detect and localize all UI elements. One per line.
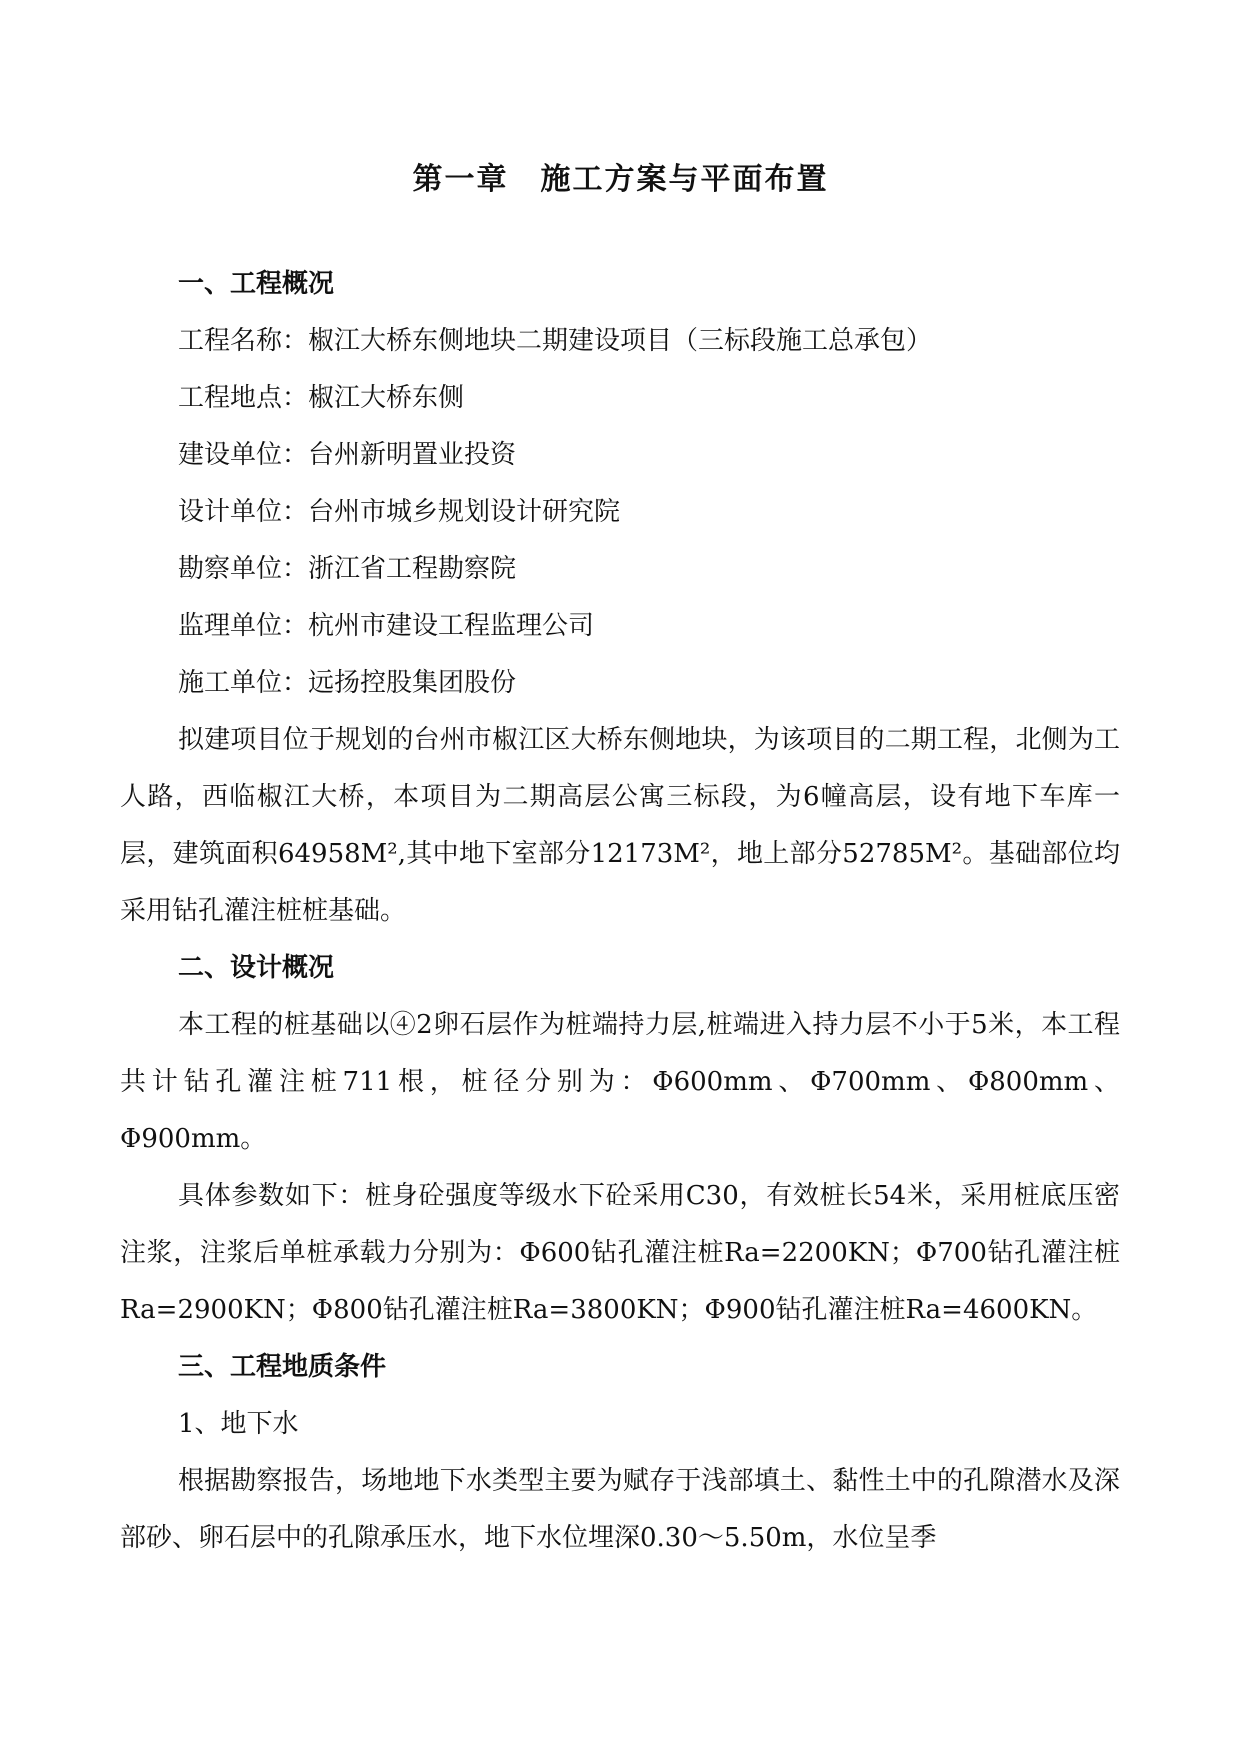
field-label: 勘察单位：	[178, 554, 309, 584]
field-value: 远扬控股集团股份	[308, 668, 517, 698]
field-label: 监理单位：	[178, 611, 309, 641]
field-value: 台州新明置业投资	[308, 440, 517, 470]
field-value: 椒江大桥东侧	[308, 383, 465, 413]
field-value: 浙江省工程勘察院	[308, 554, 517, 584]
field-value: 杭州市建设工程监理公司	[308, 611, 595, 641]
field-designer	[120, 484, 1120, 541]
field-contractor	[120, 655, 1120, 712]
field-project-name	[120, 313, 1120, 370]
pile-parameters-paragraph: 具体参数如下：桩身砼强度等级水下砼采用C30，有效桩长54米，采用桩底压密注浆，注浆后单桩承载力分别为：Φ600钻孔灌注桩Ra=2200KN；Φ700钻孔灌注桩Ra=2900KN；Φ800钻孔灌注桩Ra=3800KN；Φ900钻孔灌注桩Ra=4600KN。	[120, 1181, 1120, 1325]
section-heading-geology: 三、工程地质条件	[178, 1352, 387, 1382]
section-heading-design-overview: 二、设计概况	[178, 953, 335, 983]
project-description-paragraph: 拟建项目位于规划的台州市椒江区大桥东侧地块，为该项目的二期工程，北侧为工人路，西临椒江大桥，本项目为二期高层公寓三标段，为6幢高层，设有地下车库一层，建筑面积64958M²,其中地下室部分12173M²，地上部分52785M²。基础部位均采用钻孔灌注桩桩基础。	[120, 725, 1120, 926]
field-label: 建设单位：	[178, 440, 309, 470]
field-surveyor	[120, 541, 1120, 598]
document-body	[120, 256, 1120, 1567]
field-value: 台州市城乡规划设计研究院	[308, 497, 621, 527]
field-supervisor	[120, 598, 1120, 655]
field-label: 工程名称：	[178, 326, 309, 356]
field-project-location	[120, 370, 1120, 427]
field-label: 施工单位：	[178, 668, 309, 698]
field-label: 工程地点：	[178, 383, 309, 413]
chapter-title: 第一章 施工方案与平面布置	[412, 162, 829, 197]
subsection-heading-groundwater: 1、地下水	[178, 1409, 299, 1439]
field-label: 设计单位：	[178, 497, 309, 527]
groundwater-paragraph: 根据勘察报告，场地地下水类型主要为赋存于浅部填土、黏性土中的孔隙潜水及深部砂、卵石层中的孔隙承压水，地下水位埋深0.30～5.50m，水位呈季	[120, 1466, 1120, 1553]
section-heading-project-overview: 一、工程概况	[178, 269, 335, 299]
field-owner	[120, 427, 1120, 484]
pile-foundation-paragraph: 本工程的桩基础以④2卵石层作为桩端持力层,桩端进入持力层不小于5米，本工程共计钻孔灌注桩711根，桩径分别为：Φ600mm、Φ700mm、Φ800mm、Φ900mm。	[120, 1010, 1120, 1154]
field-value: 椒江大桥东侧地块二期建设项目（三标段施工总承包）	[308, 326, 933, 356]
